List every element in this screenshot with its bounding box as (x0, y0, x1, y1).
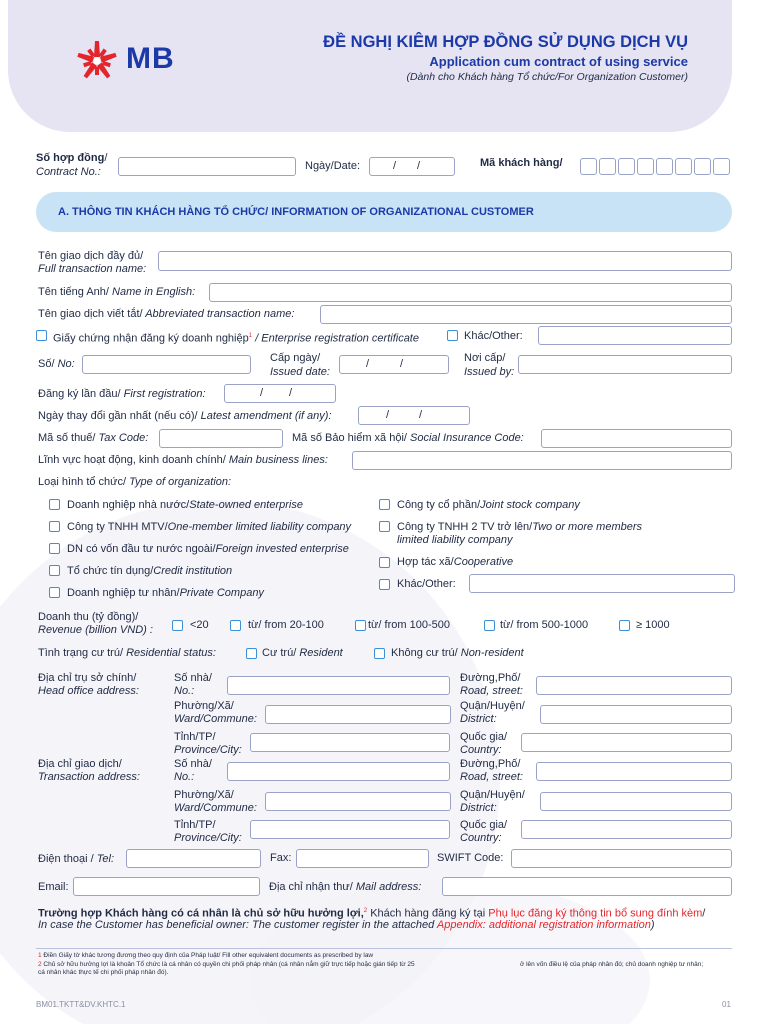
footnote-2: 2 Chủ sở hữu hưởng lợi là khoản Tổ chức là cá nhân có quyền chi phối pháp nhân (cá nhân nắm giữ trực tiếp hoặc gián tiếp từ 25 (38, 961, 415, 968)
issued-by-label-vi: Nơi cấp/ (464, 352, 506, 364)
org-state-label: Doanh nghiệp nhà nước/State-owned enterprise (67, 499, 303, 511)
org-state-checkbox[interactable] (49, 499, 60, 510)
insurance-code-label: Mã số Bảo hiểm xã hội/ Social Insurance Code: (292, 432, 524, 444)
cert-checkbox[interactable] (36, 330, 47, 341)
issued-by-label-en: Issued by: (464, 366, 515, 378)
first-registration-label: Đăng ký lần đầu/ First registration: (38, 388, 206, 400)
org-mtv-label: Công ty TNHH MTV/One-member limited liability company (67, 521, 352, 533)
trans-street-input[interactable] (536, 762, 732, 781)
house-label-vi: Số nhà/ (174, 758, 212, 770)
customer-code-cell[interactable] (675, 158, 692, 175)
swift-label: SWIFT Code: (437, 852, 504, 864)
form-title-en: Application cum contract of using service (429, 54, 688, 69)
province-label-vi: Tỉnh/TP/ (174, 819, 216, 831)
org-other-label: Khác/Other: (397, 578, 456, 590)
street-label-en: Road, street: (460, 685, 523, 697)
cert-number-input[interactable] (82, 355, 251, 374)
country-label-en: Country: (460, 832, 502, 844)
full-name-label-en: Full transaction name: (38, 263, 147, 275)
resident-label: Cư trú/ Resident (262, 647, 343, 659)
other-cert-label: Khác/Other: (464, 330, 523, 342)
district-label-en: District: (460, 802, 497, 814)
section-a-title: A. THÔNG TIN KHÁCH HÀNG TỔ CHỨC/ INFORMATION OF ORGANIZATIONAL CUSTOMER (58, 206, 534, 218)
customer-code-label: Mã khách hàng/ (480, 157, 563, 169)
revenue-20-100-checkbox[interactable] (230, 620, 241, 631)
org-fdi-label: DN có vốn đầu tư nước ngoài/Foreign invested enterprise (67, 543, 349, 555)
beneficial-owner-note-en: In case the Customer has beneficial owner: The customer register in the attached Appendix: additional registration information) (38, 919, 655, 931)
revenue-lt20-label: <20 (190, 619, 209, 631)
revenue-lt20-checkbox[interactable] (172, 620, 183, 631)
customer-code-cell[interactable] (713, 158, 730, 175)
issue-date-label-vi: Cấp ngày/ (270, 352, 321, 364)
customer-code-cell[interactable] (580, 158, 597, 175)
date-separator: / (260, 387, 264, 399)
head-district-input[interactable] (540, 705, 732, 724)
fax-label: Fax: (270, 852, 292, 864)
phone-label: Điện thoại / Tel: (38, 853, 115, 865)
revenue-20-100-label: từ/ from 20-100 (248, 619, 324, 631)
date-separator: / (289, 387, 293, 399)
head-ward-input[interactable] (265, 705, 451, 724)
revenue-gte1000-label: ≥ 1000 (636, 619, 670, 631)
revenue-500-1000-checkbox[interactable] (484, 620, 495, 631)
contract-no-label-vi: Số hợp đồng/ (36, 152, 108, 164)
revenue-gte1000-checkbox[interactable] (619, 620, 630, 631)
mail-address-label: Địa chỉ nhận thư/ Mail address: (269, 881, 422, 893)
business-lines-input[interactable] (352, 451, 732, 470)
revenue-100-500-label: từ/ from 100-500 (368, 619, 450, 631)
province-label-en: Province/City: (174, 832, 242, 844)
house-label-vi: Số nhà/ (174, 672, 212, 684)
mail-address-input[interactable] (442, 877, 732, 896)
tax-code-label: Mã số thuế/ Tax Code: (38, 432, 149, 444)
abbr-name-input[interactable] (320, 305, 732, 324)
head-province-input[interactable] (250, 733, 450, 752)
date-separator: / (419, 409, 423, 421)
swift-input[interactable] (511, 849, 732, 868)
revenue-100-500-checkbox[interactable] (355, 620, 366, 631)
residential-label: Tình trạng cư trú/ Residential status: (38, 647, 216, 659)
org-mtv-checkbox[interactable] (49, 521, 60, 532)
brand-name: MB (126, 42, 175, 75)
province-label-vi: Tỉnh/TP/ (174, 731, 216, 743)
form-subtitle: (Dành cho Khách hàng Tổ chức/For Organization Customer) (406, 71, 688, 83)
street-label-vi: Đường,Phố/ (460, 758, 521, 770)
district-label-vi: Quận/Huyện/ (460, 700, 525, 712)
org-2tv-label: Công ty TNHH 2 TV trở lên/Two or more members (397, 521, 643, 533)
email-input[interactable] (73, 877, 260, 896)
abbr-name-label: Tên giao dịch viết tắt/ Abbreviated transaction name: (38, 308, 295, 320)
trans-house-input[interactable] (227, 762, 450, 781)
district-label-vi: Quận/Huyện/ (460, 789, 525, 801)
footnote-1: 1 Điền Giấy tờ khác tương đương theo quy định của Pháp luật/ Fill other equivalent documents as prescribed by law (38, 952, 374, 959)
date-label: Ngày/Date: (305, 160, 361, 172)
house-label-en: No.: (174, 771, 195, 783)
phone-input[interactable] (126, 849, 261, 868)
full-name-input[interactable] (158, 251, 732, 271)
ward-label-en: Ward/Commune: (174, 802, 257, 814)
transaction-address-label-en: Transaction address: (38, 771, 140, 783)
transaction-address-label-vi: Địa chỉ giao dịch/ (38, 758, 122, 770)
other-cert-input[interactable] (538, 326, 732, 345)
trans-district-input[interactable] (540, 792, 732, 811)
full-name-label-vi: Tên giao dịch đầy đủ/ (38, 250, 144, 262)
footnote-2-cont: ở lên vốn điều lệ của pháp nhân đó; chủ doanh nghiệp tư nhân; (520, 961, 704, 968)
country-label-vi: Quốc gia/ (460, 819, 508, 831)
footnote-2-end: cá nhân khác thực tế chi phối pháp nhân đó). (38, 969, 169, 976)
org-2tv-checkbox[interactable] (379, 521, 390, 532)
date-separator: / (417, 160, 421, 172)
customer-code-cell[interactable] (599, 158, 616, 175)
street-label-vi: Đường,Phố/ (460, 672, 521, 684)
ward-label-vi: Phường/Xã/ (174, 700, 234, 712)
issued-by-input[interactable] (518, 355, 732, 374)
page-number: 01 (722, 1000, 731, 1009)
trans-ward-input[interactable] (265, 792, 451, 811)
org-jsc-checkbox[interactable] (379, 499, 390, 510)
org-credit-label: Tổ chức tín dụng/Credit institution (67, 565, 233, 577)
district-label-en: District: (460, 713, 497, 725)
org-private-checkbox[interactable] (49, 587, 60, 598)
head-house-input[interactable] (227, 676, 450, 695)
english-name-input[interactable] (209, 283, 732, 302)
head-street-input[interactable] (536, 676, 732, 695)
mb-star-logo-icon (74, 38, 120, 84)
customer-code-cell[interactable] (694, 158, 711, 175)
street-label-en: Road, street: (460, 771, 523, 783)
english-name-label: Tên tiếng Anh/ Name in English: (38, 286, 196, 298)
issue-date-label-en: Issued date: (270, 366, 330, 378)
cert-label: Giấy chứng nhận đăng ký doanh nghiệp$^1$ / Enterprise registration certificate (53, 332, 419, 345)
non-resident-label: Không cư trú/ Non-resident (391, 647, 524, 659)
beneficial-owner-note: Trường hợp Khách hàng có cá nhân là chủ sở hữu hưởng lợi,$^2$ Khách hàng đăng ký tại Phụ lục đăng ký thông tin bổ sung đính kèm/ (38, 907, 706, 920)
business-lines-label: Lĩnh vực hoạt động, kinh doanh chính/ Main business lines: (38, 454, 328, 466)
other-cert-checkbox[interactable] (447, 330, 458, 341)
insurance-code-input[interactable] (541, 429, 732, 448)
no-label: Số/ No: (38, 358, 75, 370)
org-credit-checkbox[interactable] (49, 565, 60, 576)
tax-code-input[interactable] (159, 429, 283, 448)
revenue-500-1000-label: từ/ from 500-1000 (500, 619, 589, 631)
form-code: BM01.TKTT&DV.KHTC.1 (36, 1000, 126, 1009)
head-office-label-en: Head office address: (38, 685, 139, 697)
org-coop-label: Hợp tác xã/Cooperative (397, 556, 514, 568)
date-separator: / (386, 409, 390, 421)
org-2tv-label-cont: limited liability company (397, 534, 513, 546)
first-registration-input[interactable] (224, 384, 336, 403)
contract-date-input[interactable] (369, 157, 455, 176)
country-label-vi: Quốc gia/ (460, 731, 508, 743)
contract-no-input[interactable] (118, 157, 296, 176)
contract-no-label-en: Contract No.: (36, 166, 101, 178)
fax-input[interactable] (296, 849, 429, 868)
footnote-separator (36, 948, 732, 949)
non-resident-checkbox[interactable] (374, 648, 385, 659)
amendment-date-input[interactable] (358, 406, 470, 425)
org-private-label: Doanh nghiệp tư nhân/Private Company (67, 587, 264, 599)
org-other-input[interactable] (469, 574, 735, 593)
trans-country-input[interactable] (521, 820, 732, 839)
customer-code-cell[interactable] (618, 158, 635, 175)
date-separator: / (393, 160, 397, 172)
country-label-en: Country: (460, 744, 502, 756)
head-office-label-vi: Địa chỉ trụ sở chính/ (38, 672, 137, 684)
org-type-label: Loại hình tổ chức/ Type of organization: (38, 476, 232, 488)
date-separator: / (400, 358, 404, 370)
issue-date-input[interactable] (339, 355, 449, 374)
head-country-input[interactable] (521, 733, 732, 752)
revenue-label-en: Revenue (billion VND) : (38, 624, 153, 636)
customer-code-cell[interactable] (637, 158, 654, 175)
customer-code-cell[interactable] (656, 158, 673, 175)
org-other-checkbox[interactable] (379, 579, 390, 590)
org-jsc-label: Công ty cổ phần/Joint stock company (397, 499, 580, 511)
revenue-label-vi: Doanh thu (tỷ đồng)/ (38, 611, 139, 623)
ward-label-en: Ward/Commune: (174, 713, 257, 725)
org-fdi-checkbox[interactable] (49, 543, 60, 554)
ward-label-vi: Phường/Xã/ (174, 789, 234, 801)
province-label-en: Province/City: (174, 744, 242, 756)
email-label: Email: (38, 881, 69, 893)
date-separator: / (366, 358, 370, 370)
trans-province-input[interactable] (250, 820, 450, 839)
house-label-en: No.: (174, 685, 195, 697)
form-title-vi: ĐỀ NGHỊ KIÊM HỢP ĐỒNG SỬ DỤNG DỊCH VỤ (323, 33, 688, 51)
org-coop-checkbox[interactable] (379, 557, 390, 568)
amendment-label: Ngày thay đổi gần nhất (nếu có)/ Latest amendment (if any): (38, 410, 332, 422)
resident-checkbox[interactable] (246, 648, 257, 659)
